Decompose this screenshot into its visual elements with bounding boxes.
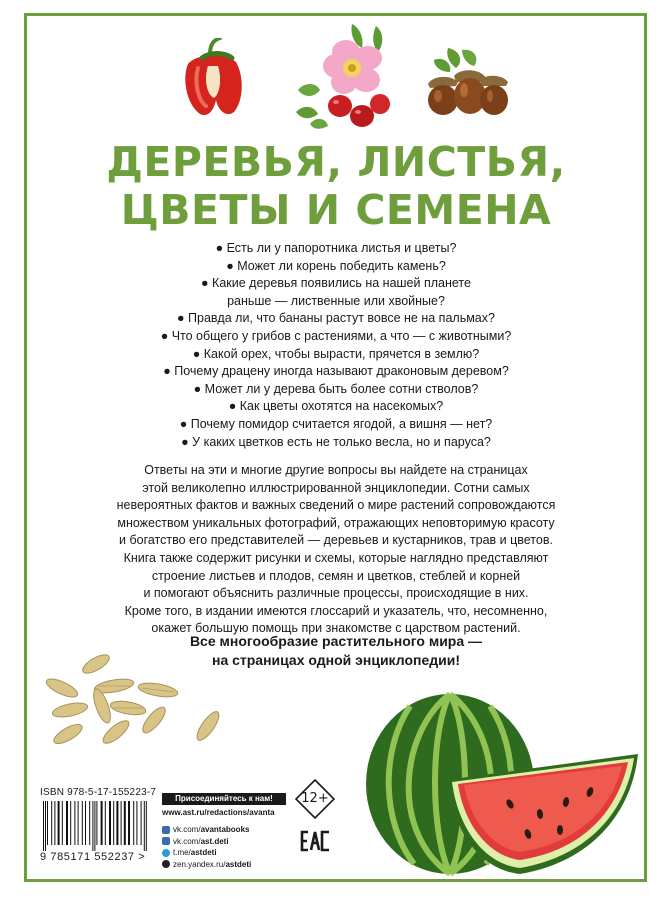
eac-mark — [300, 830, 330, 852]
paragraph-line: Ответы на эти и многие другие вопросы вы найдете на страницах — [144, 463, 528, 477]
paragraph-line: Кроме того, в издании имеются глоссарий и указатель, что, несомненно, — [124, 603, 548, 618]
barcode-digits: 9 785171 552237 > — [40, 851, 146, 863]
paragraph-line: Книга также содержит рисунки и схемы, которые наглядно представляют — [123, 550, 549, 565]
barcode-bar — [85, 801, 86, 845]
barcode-bar — [54, 801, 55, 845]
barcode-bar — [82, 801, 83, 845]
barcode-bar — [133, 801, 134, 845]
paragraph-line: невероятных фактов и важных сведений о мире растений сопровождаются — [116, 498, 556, 513]
paragraph-line: и помогают объяснить различные процессы, происходящие в них. — [143, 586, 529, 601]
pepper-illustration — [180, 38, 246, 118]
barcode-bar — [78, 801, 79, 845]
barcode-bar — [101, 801, 103, 845]
social-links — [162, 824, 251, 870]
paragraph-line: строение листьев и плодов, семян и цветков, стеблей и корней — [151, 568, 521, 583]
barcode-bar — [47, 801, 48, 845]
barcode-bar — [136, 801, 137, 845]
barcode-bar — [58, 801, 60, 845]
list-item: ● Какие деревья появились на нашей планете — [201, 276, 471, 291]
vk-icon — [162, 837, 170, 845]
barcode-bar — [70, 801, 71, 845]
age-rating-text: 12+ — [301, 791, 329, 806]
barcode-bar — [89, 801, 90, 845]
social-link-zen[interactable]: zen.yandex.ru/ astdeti — [162, 859, 251, 871]
barcode-bar — [141, 801, 142, 845]
paragraph-line: этой великолепно иллюстрированной энциклопедии. Сотни самых — [142, 480, 530, 495]
social-link-vk-astdeti[interactable]: vk.com/ ast.deti — [162, 836, 251, 848]
list-item: ● Какой орех, чтобы вырасти, прячется в землю? — [192, 346, 480, 361]
barcode-guard-bar — [92, 801, 93, 851]
seeds-illustration — [42, 650, 232, 750]
watermelon-illustration — [360, 692, 640, 877]
paragraph-line: и богатство его представителей — деревьев и кустарников, трав и цветов. — [119, 533, 553, 548]
list-item: ● Может ли корень победить камень? — [226, 258, 446, 273]
social-link-vk-avantabooks[interactable]: vk.com/ avantabooks — [162, 824, 251, 836]
list-item: ● Правда ли, что бананы растут вовсе не на пальмах? — [177, 311, 495, 326]
barcode-bar — [113, 801, 114, 845]
barcode-guard-bar — [146, 801, 147, 851]
social-link-telegram[interactable]: t.me/ astdeti — [162, 847, 251, 859]
barcode-guard-bar — [43, 801, 44, 851]
list-item: ● Как цветы охотятся на насекомых? — [228, 399, 444, 414]
barcode-bar — [51, 801, 52, 845]
book-title — [0, 138, 672, 234]
paragraph-line: окажет большую помощь при знакомстве с царством растений. — [151, 621, 521, 636]
list-item: ● У каких цветков есть не только весла, но и паруса? — [181, 434, 491, 449]
barcode-bar — [116, 801, 118, 845]
barcode-bar — [105, 801, 106, 845]
list-item: ● Почему драцену иногда называют драконовым деревом? — [163, 364, 509, 379]
barcode-bar — [121, 801, 122, 845]
join-us-banner: Присоединяйтесь к нам! — [162, 793, 286, 805]
barcode-bar — [109, 801, 111, 845]
isbn-text: ISBN 978-5-17-155223-7 — [40, 787, 157, 798]
list-item: ● Есть ли у папоротника листья и цветы? — [215, 241, 457, 255]
barcode-guard-bar — [94, 801, 95, 851]
barcode-bar — [124, 801, 126, 845]
acorns-illustration — [420, 46, 512, 118]
website-link[interactable]: www.ast.ru/redactions/avanta — [162, 808, 275, 817]
title-line-1: ДЕРЕВЬЯ, ЛИСТЬЯ, — [106, 138, 566, 186]
barcode-bar — [62, 801, 63, 845]
list-item: раньше — лиственные или хвойные? — [227, 293, 445, 308]
tagline-line-1: Все многообразие растительного мира — — [189, 633, 483, 649]
barcode-bar — [74, 801, 75, 845]
barcode — [40, 801, 158, 851]
title-line-2: ЦВЕТЫ И СЕМЕНА — [120, 186, 552, 234]
vk-icon — [162, 826, 170, 834]
tagline-line-2: на страницах одной энциклопедии! — [211, 652, 460, 668]
description-paragraph — [106, 462, 566, 638]
barcode-guard-bar — [144, 801, 145, 851]
zen-icon — [162, 860, 170, 868]
questions-list — [0, 240, 672, 451]
barcode-bar — [66, 801, 68, 845]
barcode-bar — [128, 801, 130, 845]
barcode-guard-bar — [45, 801, 46, 851]
list-item: ● Что общего у грибов с растениями, а что — с животными? — [160, 328, 512, 343]
paragraph-line: множеством уникальных фотографий, отражающих неповторимую красоту — [117, 515, 555, 530]
list-item: ● Может ли у дерева быть более сотни стволов? — [193, 381, 479, 396]
rosehip-flower-illustration — [290, 20, 400, 132]
telegram-icon — [162, 849, 170, 857]
list-item: ● Почему помидор считается ягодой, а вишня — нет? — [179, 416, 493, 431]
barcode-bar — [96, 801, 97, 845]
